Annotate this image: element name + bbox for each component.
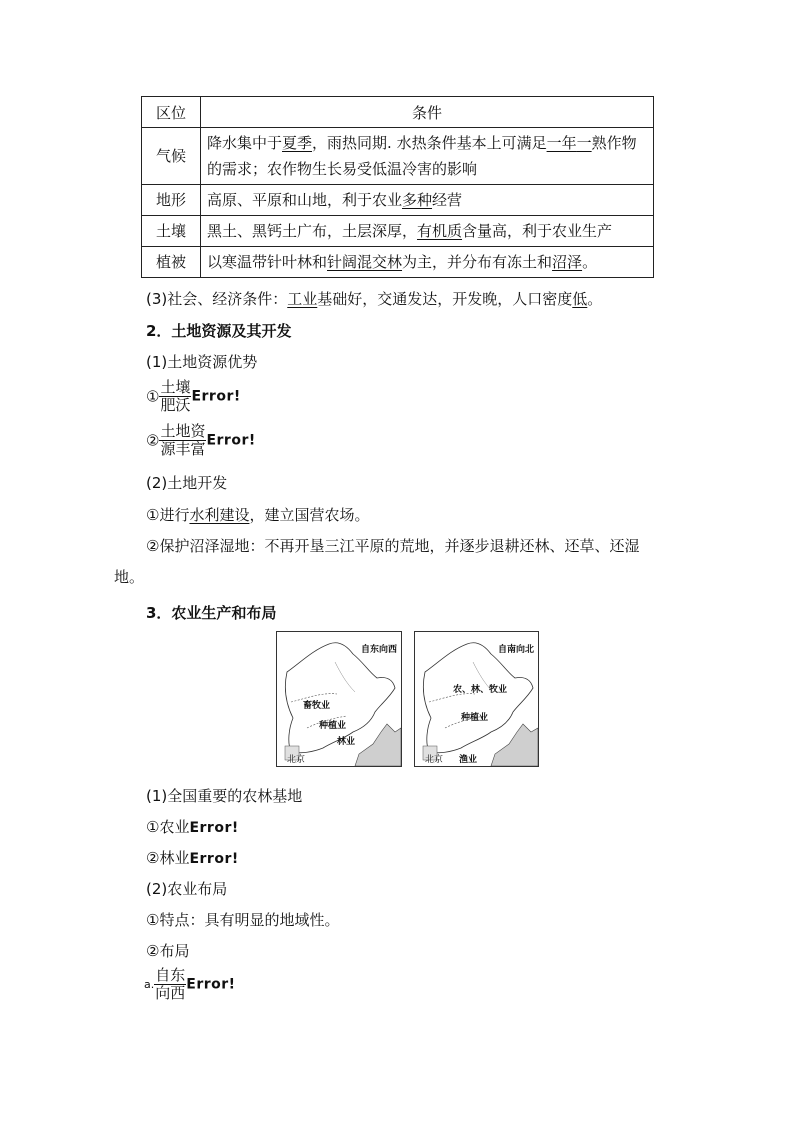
base-item-1: ①农业Error!: [146, 818, 239, 836]
section-2-title: 2．土地资源及其开发: [146, 322, 292, 340]
development-item-2-cont: 地。: [114, 568, 145, 586]
layout-item: ②布局: [146, 942, 190, 960]
conditions-table: [141, 96, 654, 278]
header-condition: 条件: [201, 97, 654, 128]
map2-city: 北京: [425, 755, 444, 765]
table-row: [142, 128, 654, 185]
row-value: 黑土、黑钙土广布，土层深厚，有机质含量高，利于农业生产: [201, 216, 654, 247]
base-title: (1)全国重要的农林基地: [146, 787, 303, 805]
map2-direction: 自南向北: [497, 645, 534, 655]
advantage-item-1: ① 土壤 肥沃 Error!: [146, 378, 241, 414]
layout-item-a: a. 自东 向西 Error!: [144, 966, 236, 1002]
layout-title: (2)农业布局: [146, 880, 228, 898]
map2-label-1: 农、林、牧业: [453, 685, 508, 695]
section-3-title: 3．农业生产和布局: [146, 604, 277, 622]
map1-label-2: 种植业: [319, 721, 347, 731]
land-development-title: (2)土地开发: [146, 474, 228, 492]
map1-label-1: 畜牧业: [303, 701, 331, 711]
table-header-row: [142, 97, 654, 128]
development-item-1: ①进行水利建设，建立国营农场。: [146, 506, 370, 524]
map2-label-3: 渔业: [459, 755, 478, 765]
row-key: 土壤: [142, 216, 201, 247]
map-south-north: [414, 631, 539, 767]
row-value: 降水集中于夏季，雨热同期. 水热条件基本上可满足一年一熟作物的需求；农作物生长易受低温冷害的影响: [201, 128, 654, 185]
table-row: [142, 216, 654, 247]
map1-label-3: 林业: [337, 737, 356, 747]
row-value: 以寒温带针叶林和针阔混交林为主，并分布有冻土和沼泽。: [201, 247, 654, 278]
advantage-item-2: ② 土地资 源丰富 Error!: [146, 422, 256, 458]
map1-city: 北京: [287, 755, 306, 765]
map2-label-2: 种植业: [461, 713, 489, 723]
table-row: [142, 185, 654, 216]
map-east-west: [276, 631, 402, 767]
map1-direction: 自东向西: [360, 645, 397, 655]
row-key: 地形: [142, 185, 201, 216]
row-value: 高原、平原和山地，利于农业多种经营: [201, 185, 654, 216]
social-conditions: (3)社会、经济条件：工业基础好，交通发达，开发晚，人口密度低。: [146, 290, 603, 308]
row-key: 植被: [142, 247, 201, 278]
development-item-2: ②保护沼泽湿地：不再开垦三江平原的荒地，并逐步退耕还林、还草、还湿: [146, 537, 640, 555]
table-row: [142, 247, 654, 278]
base-item-2: ②林业Error!: [146, 849, 239, 867]
layout-feature: ①特点：具有明显的地域性。: [146, 911, 340, 929]
header-region: 区位: [142, 97, 201, 128]
row-key: 气候: [142, 128, 201, 185]
land-advantage-title: (1)土地资源优势: [146, 353, 258, 371]
